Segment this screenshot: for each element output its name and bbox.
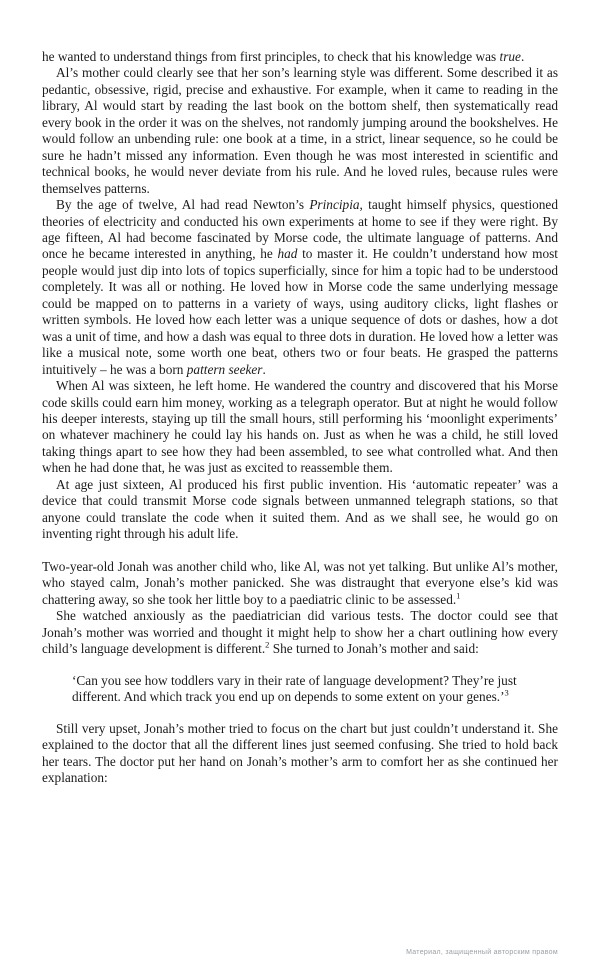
text-segment: When Al was sixteen, he left home. He wandered the country and discovered that his Morse code skills could earn him money, working as a telegraph operator. But at night he would follow his deeper interests, staying up till the small hours, still performing his ‘moonlight experiments’ on whatever machinery he could lay his hands on. Just as when he was a child, he still loved taking things apart to see how they had been assembled, to see what controlled what. And then when he had done that, he was just as excited to reassemble them.	[42, 378, 558, 476]
text-segment: to master it. He couldn’t understand how most people would just dip into lots of topics superficially, since for him a topic had to be understood completely. It was all or nothing. He loved how in Morse code the same underlying message could be mapped on to patterns in a variety of ways, using auditory clicks, light flashes or written symbols. He loved how each letter was a unique sequence of dots or dashes, how a dot was a unit of time, and how a dash was equal to three dots in duration. He loved how a letter was like a musical note, some worth one beat, others two or four beats. He grasped the patterns intuitively – he was a born	[42, 246, 558, 377]
block-quote	[72, 673, 528, 706]
text-segment: .	[262, 361, 266, 377]
paragraph	[42, 477, 558, 543]
footnote-reference: 1	[456, 590, 461, 601]
text-segment: true	[499, 49, 521, 64]
text-segment: , taught himself physics, questioned theories of electricity and conducted his own experiments at home to see if they were right. By age fifteen, Al had become fascinated by Morse code, the ultimate language of patterns. And once he became interested in anything, he	[42, 197, 558, 262]
text-segment: ‘Can you see how toddlers vary in their rate of language development? They’re just different. And which track you end up on depends to some extent on your genes.’	[72, 672, 517, 705]
text-segment: By the age of twelve, Al had read Newton’s	[56, 197, 310, 213]
footnote-reference: 3	[504, 687, 509, 698]
text-segment: he wanted to understand things from first principles, to check that his knowledge was	[42, 49, 500, 64]
text-segment: Principia	[309, 197, 360, 213]
text-segment: pattern seeker	[186, 361, 263, 377]
paragraph	[42, 378, 558, 477]
text-segment: .	[520, 49, 525, 64]
text-segment: Two-year-old Jonah was another child who, like Al, was not yet talking. But unlike Al’s mother, who stayed calm, Jonah’s mother panicked. She was distraught that everyone else’s kid was chattering away, so she took her little boy to a paediatric clinic to be assessed.	[42, 559, 558, 607]
paragraph	[42, 49, 558, 65]
text-segment: Al’s mother could clearly see that her son’s learning style was different. Some described it as pedantic, obsessive, rigid, precise and exhaustive. For example, when it came to reading in the library, Al would start by reading the last book on the bottom shelf, then systematically read every book in the order it was on the shelves, not randomly jumping around the bookshelves. He would follow an unbending rule: one book at a time, in a strict, linear sequence, so he could be sure he hadn’t missed any information. Even though he was most interested in scientific and technical books, he would never deviate from his rule. And he loved rules, because rules were themselves patterns.	[42, 65, 558, 196]
paragraph	[42, 65, 558, 197]
text-segment: She watched anxiously as the paediatrician did various tests. The doctor could see that Jonah’s mother was worried and thought it might help to show her a chart outlining how every child’s language development is different.	[42, 608, 558, 657]
text-segment: Still very upset, Jonah’s mother tried to focus on the chart but just couldn’t understand it. She explained to the doctor that all the different lines just seemed confusing. She tried to hold back her tears. The doctor put her hand on Jonah’s mother’s arm to comfort her as she continued her explanation:	[42, 720, 558, 786]
copyright-notice: Материал, защищенный авторским правом	[406, 949, 558, 956]
text-segment: She turned to Jonah’s mother and said:	[269, 641, 479, 657]
text-segment: At age just sixteen, Al produced his first public invention. His ‘automatic repeater’ was a device that could transmit Morse code signals between unmanned telegraph stations, so that anyone could translate the code when it suited them. And as we shall see, he would go on inventing right through his adult life.	[42, 476, 558, 542]
text-segment: had	[277, 246, 298, 262]
page-text	[42, 49, 558, 786]
paragraph	[42, 197, 558, 378]
paragraph	[42, 721, 558, 787]
footnote-reference: 2	[265, 639, 270, 650]
paragraph	[42, 608, 558, 657]
paragraph	[42, 559, 558, 608]
